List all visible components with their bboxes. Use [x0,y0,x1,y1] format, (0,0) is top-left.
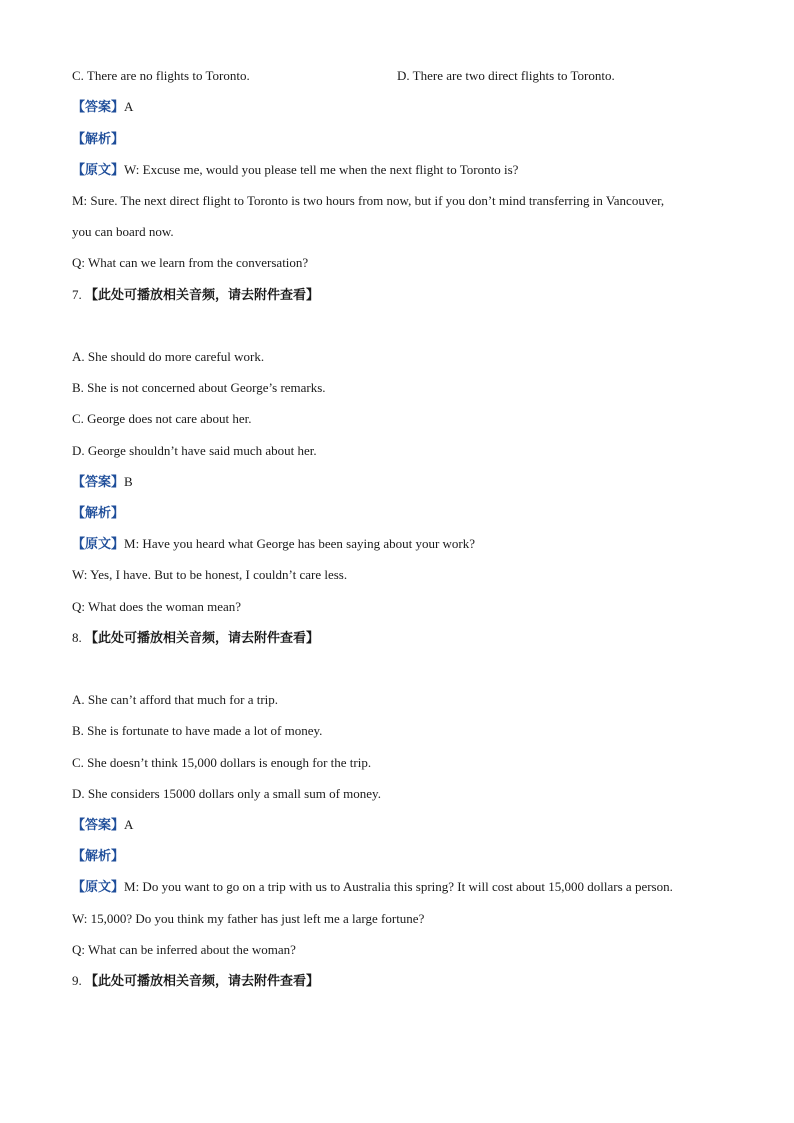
transcript-tag: 【原文】 [72,880,125,895]
option-d: D. She considers 15000 dollars only a small sum of money. [72,786,381,801]
answer-tag: 【答案】 [72,100,125,115]
answer-line [72,473,133,492]
answer-tag: 【答案】 [72,818,125,833]
option-c: C. She doesn’t think 15,000 dollars is enough for the trip. [72,755,372,770]
transcript-text: W: Excuse me, would you please tell me when the next flight to Toronto is? [124,162,519,177]
option-a: A. She can’t afford that much for a trip. [72,692,279,707]
analysis-line [72,504,124,523]
transcript-line [72,535,475,554]
option-d: D. George shouldn’t have said much about her. [72,443,317,458]
option-row [72,67,615,85]
audio-link[interactable]: 【此处可播放相关音频，请去附件查看】 [85,974,320,989]
analysis-line [72,847,124,866]
option-a: A. She should do more careful work. [72,349,265,364]
question-line: Q: What can we learn from the conversation? [72,255,309,270]
option-c: C. George does not care about her. [72,411,252,426]
option-b: B. She is fortunate to have made a lot of money. [72,723,323,738]
dialogue-line: you can board now. [72,224,174,239]
question-7-header [72,286,319,305]
analysis-line [72,130,124,149]
transcript-tag: 【原文】 [72,163,125,178]
question-line: Q: What can be inferred about the woman? [72,942,296,957]
question-number: 8. [72,630,82,645]
answer-tag: 【答案】 [72,475,125,490]
question-9-header [72,972,319,991]
question-number: 9. [72,973,82,988]
transcript-text: M: Do you want to go on a trip with us to Australia this spring? It will cost about 15,000 dollars a person. [124,879,673,894]
transcript-tag: 【原文】 [72,537,125,552]
dialogue-line: W: Yes, I have. But to be honest, I couldn’t care less. [72,567,348,582]
audio-link[interactable]: 【此处可播放相关音频，请去附件查看】 [85,631,320,646]
dialogue-line: M: Sure. The next direct flight to Toronto is two hours from now, but if you don’t mind transferring in Vancouver, [72,193,665,208]
answer-value: B [124,474,133,489]
transcript-text: M: Have you heard what George has been saying about your work? [124,536,476,551]
question-8-header [72,629,319,648]
answer-line [72,98,133,117]
audio-link[interactable]: 【此处可播放相关音频，请去附件查看】 [85,288,320,303]
analysis-tag: 【解析】 [72,506,125,521]
transcript-line [72,161,518,180]
answer-value: A [124,99,134,114]
option-c: C. There are no flights to Toronto. [72,68,250,83]
transcript-line [72,878,673,897]
analysis-tag: 【解析】 [72,132,125,147]
question-number: 7. [72,287,82,302]
analysis-tag: 【解析】 [72,849,125,864]
answer-line [72,816,133,835]
answer-value: A [124,817,134,832]
option-b: B. She is not concerned about George’s remarks. [72,380,326,395]
dialogue-line: W: 15,000? Do you think my father has just left me a large fortune? [72,911,425,926]
question-line: Q: What does the woman mean? [72,599,242,614]
option-d: D. There are two direct flights to Toronto. [397,68,615,83]
